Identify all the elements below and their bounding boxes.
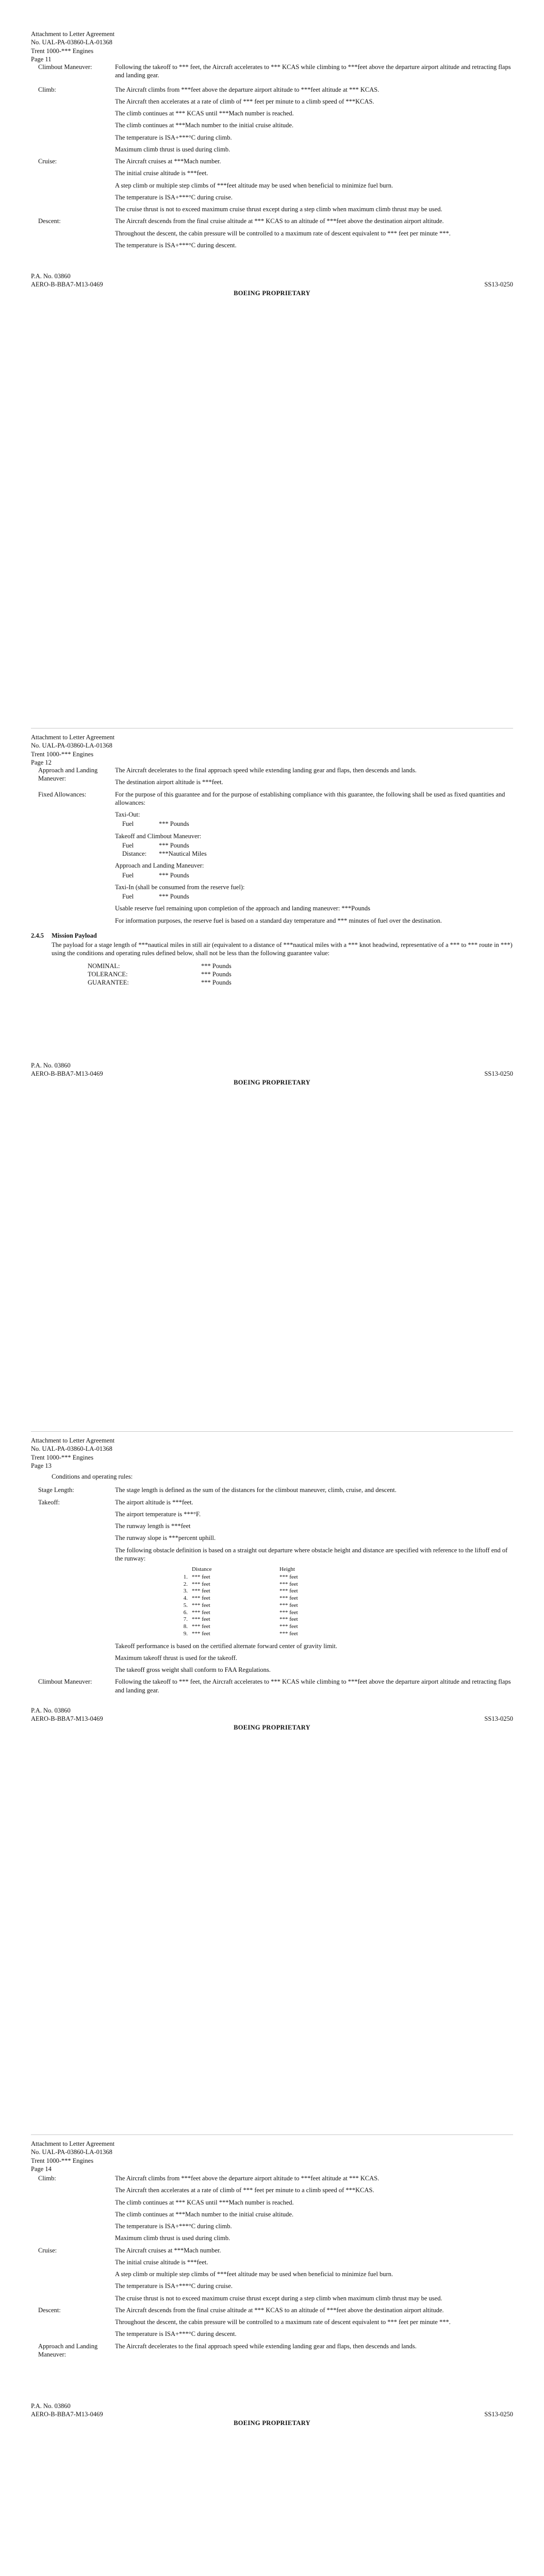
page-header xyxy=(31,1436,513,1470)
paragraph: The climb continues at *** KCAS until ***Mach number is reached. xyxy=(115,110,294,117)
section-number: 2.4.5 xyxy=(31,931,44,939)
approach-section xyxy=(31,766,513,790)
paragraph: The climb continues at ***Mach number to the initial cruise altitude. xyxy=(115,2210,294,2218)
document-page-13 xyxy=(0,1406,544,2110)
header-page-number: Page 12 xyxy=(31,758,52,766)
header-line: No. UAL-PA-03860-LA-01368 xyxy=(31,742,112,750)
page-header xyxy=(31,733,513,767)
table-row: 6. *** feet *** feet xyxy=(183,1609,298,1616)
document-page-11 xyxy=(0,0,544,703)
section-label: Descent: xyxy=(38,217,61,225)
paragraph: The cruise thrust is not to exceed maximum cruise thrust except during a step climb when maximum climb thrust may be used. xyxy=(115,206,442,213)
cruise-section xyxy=(31,157,513,217)
paragraph: The initial cruise altitude is ***feet. xyxy=(115,170,208,177)
paragraph: The stage length is defined as the sum of the distances for the climbout maneuver, climb, cruise, and descent. xyxy=(115,1486,397,1494)
paragraph: The payload for a stage length of ***nautical miles in still air (equivalent to a distance of ***nautical miles with a *** knot headwind, representative of a *** to *** route in ***) using the conditions and operating rules defined below, shall not be less than the following guarantee value: xyxy=(52,941,513,957)
paragraph: A step climb or multiple step climbs of ***feet altitude may be used when beneficial to minimize fuel burn. xyxy=(115,181,393,189)
climb-section xyxy=(31,86,513,158)
paragraph: The Aircraft decelerates to the final approach speed while extending landing gear and flaps, then descends and lands. xyxy=(115,2342,417,2350)
footer-reference: AERO-B-BBA7-M13-0469 xyxy=(31,1070,103,1078)
guarantee-values xyxy=(31,962,513,987)
section-label: Climb: xyxy=(38,86,56,93)
table-row: 4. *** feet *** feet xyxy=(183,1595,298,1601)
paragraph: The airport altitude is ***feet. xyxy=(115,1498,193,1506)
paragraph: The Aircraft then accelerates at a rate of climb of *** feet per minute to a climb speed of ***KCAS. xyxy=(115,2187,374,2194)
sub-heading: Taxi-Out: xyxy=(115,811,140,818)
footer-doc-id: SS13-0250 xyxy=(484,1715,513,1723)
table-row: 8. *** feet *** feet xyxy=(183,1623,298,1630)
paragraph: The climb continues at *** KCAS until ***Mach number is reached. xyxy=(115,2198,294,2206)
header-line: Trent 1000-*** Engines xyxy=(31,2157,94,2164)
column-header: Height xyxy=(279,1566,295,1572)
section-label: Climb: xyxy=(38,2175,56,2182)
section-label: Cruise: xyxy=(38,2246,57,2254)
page-footer xyxy=(31,1706,513,1732)
paragraph: The takeoff gross weight shall conform to FAA Regulations. xyxy=(115,1666,271,1673)
document-page-14 xyxy=(0,2110,544,2576)
guarantee-value: *** Pounds xyxy=(201,970,232,978)
section-label: Takeoff: xyxy=(38,1498,60,1506)
document-page-12 xyxy=(0,703,544,1406)
table-row: 7. *** feet *** feet xyxy=(183,1616,298,1623)
obstacle-table xyxy=(169,1566,321,1638)
paragraph: A step climb or multiple step climbs of ***feet altitude may be used when beneficial to minimize fuel burn. xyxy=(115,2270,393,2278)
header-page-number: Page 14 xyxy=(31,2165,52,2173)
footer-reference: AERO-B-BBA7-M13-0469 xyxy=(31,281,103,289)
item-value: ***Nautical Miles xyxy=(159,850,207,857)
paragraph: Maximum climb thrust is used during climb. xyxy=(115,2234,230,2242)
item-key: Fuel xyxy=(122,871,134,879)
paragraph: The Aircraft descends from the final cruise altitude at *** KCAS to an altitude of ***feet above the destination airport altitude. xyxy=(115,2306,444,2314)
column-header: Distance xyxy=(192,1566,212,1572)
descent-section xyxy=(31,2306,513,2342)
paragraph: Usable reserve fuel remaining upon completion of the approach and landing maneuver: ***Pounds xyxy=(115,905,370,912)
paragraph: For information purposes, the reserve fuel is based on a standard day temperature and *** minutes of fuel over the destination. xyxy=(115,917,442,924)
sub-heading: Taxi-In (shall be consumed from the reserve fuel): xyxy=(115,883,245,891)
takeoff-notes xyxy=(31,1642,513,1678)
cruise-section xyxy=(31,2246,513,2306)
header-line: Attachment to Letter Agreement xyxy=(31,1437,115,1444)
header-page-number: Page 11 xyxy=(31,55,52,63)
page-header xyxy=(31,2140,513,2173)
page-footer xyxy=(31,1061,513,1087)
paragraph: The cruise thrust is not to exceed maximum cruise thrust except during a step climb when maximum climb thrust may be used. xyxy=(115,2294,442,2302)
footer-doc-id: SS13-0250 xyxy=(484,281,513,289)
section-label: Approach and Landing Maneuver: xyxy=(38,767,98,783)
page-header xyxy=(31,30,513,63)
paragraph: The temperature is ISA+***°C during cruise. xyxy=(115,2282,233,2290)
footer-reference: AERO-B-BBA7-M13-0469 xyxy=(31,2411,103,2418)
section-label: Fixed Allowances: xyxy=(38,790,87,798)
proprietary-notice: BOEING PROPRIETARY xyxy=(234,2419,310,2427)
stage-length-section xyxy=(31,1486,513,1498)
header-line: No. UAL-PA-03860-LA-01368 xyxy=(31,39,112,46)
paragraph: The Aircraft cruises at ***Mach number. xyxy=(115,2246,221,2254)
header-line: Trent 1000-*** Engines xyxy=(31,47,94,55)
guarantee-value: *** Pounds xyxy=(201,962,232,970)
header-line: Trent 1000-*** Engines xyxy=(31,1453,94,1461)
section-label: Climbout Maneuver: xyxy=(38,1678,92,1686)
page-body xyxy=(31,2174,513,2359)
item-value: *** Pounds xyxy=(159,871,189,879)
section-label: Cruise: xyxy=(38,158,57,165)
guarantee-key: GUARANTEE: xyxy=(88,979,129,986)
item-key: Fuel xyxy=(122,893,134,900)
section-label: Approach and Landing Maneuver: xyxy=(38,2342,98,2358)
page-body xyxy=(31,1472,513,1698)
sub-heading: Approach and Landing Maneuver: xyxy=(115,862,204,870)
climbout-section xyxy=(31,63,513,83)
header-line: Attachment to Letter Agreement xyxy=(31,2140,115,2147)
page-footer xyxy=(31,2402,513,2427)
item-key: Distance: xyxy=(122,850,147,857)
header-line: Attachment to Letter Agreement xyxy=(31,734,115,741)
paragraph: Maximum takeoff thrust is used for the takeoff. xyxy=(115,1654,237,1662)
paragraph: The Aircraft then accelerates at a rate of climb of *** feet per minute to a climb speed of ***KCAS. xyxy=(115,97,374,105)
section-heading xyxy=(31,931,513,940)
guarantee-value: *** Pounds xyxy=(201,979,232,986)
header-line: No. UAL-PA-03860-LA-01368 xyxy=(31,1445,112,1453)
paragraph: Takeoff performance is based on the certified alternate forward center of gravity limit. xyxy=(115,1642,337,1650)
paragraph: The Aircraft climbs from ***feet above the departure airport altitude to ***feet altitude at *** KCAS. xyxy=(115,2175,380,2182)
item-value: *** Pounds xyxy=(159,841,189,849)
paragraph: The temperature is ISA+***°C during descent. xyxy=(115,241,237,249)
page-footer xyxy=(31,272,513,297)
paragraph: Maximum climb thrust is used during climb. xyxy=(115,145,230,153)
section-label: Descent: xyxy=(38,2306,61,2314)
paragraph: The following obstacle definition is based on a straight out departure where obstacle height and distance are specified with reference to the liftoff end of the runway: xyxy=(115,1546,508,1562)
section-title: Mission Payload xyxy=(52,931,97,939)
header-line: Trent 1000-*** Engines xyxy=(31,750,94,758)
guarantee-key: NOMINAL: xyxy=(88,962,120,970)
paragraph: The Aircraft descends from the final cruise altitude at *** KCAS to an altitude of ***feet above the destination airport altitude. xyxy=(115,217,444,225)
paragraph: Following the takeoff to *** feet, the Aircraft accelerates to *** KCAS while climbing to ***feet above the departure airport altitude and retracting flaps and landing gear. xyxy=(115,1678,511,1694)
paragraph: The destination airport altitude is ***feet. xyxy=(115,778,223,786)
paragraph: The runway length is ***feet xyxy=(115,1522,191,1530)
footer-pa-number: P.A. No. 03860 xyxy=(31,273,71,280)
takeoff-section xyxy=(31,1498,513,1567)
climbout-section xyxy=(31,1677,513,1698)
footer-pa-number: P.A. No. 03860 xyxy=(31,1062,71,1069)
table-row: 5. *** feet *** feet xyxy=(183,1602,298,1608)
fixed-allowances-section xyxy=(31,790,513,928)
paragraph: The Aircraft decelerates to the final approach speed while extending landing gear and flaps, then descends and lands. xyxy=(115,767,417,774)
header-line: Attachment to Letter Agreement xyxy=(31,30,115,38)
footer-reference: AERO-B-BBA7-M13-0469 xyxy=(31,1715,103,1723)
climb-section xyxy=(31,2174,513,2246)
section-label: Climbout Maneuver: xyxy=(38,63,92,71)
item-value: *** Pounds xyxy=(159,820,189,828)
conditions-heading: Conditions and operating rules: xyxy=(52,1473,133,1480)
paragraph: The temperature is ISA+***°C during climb. xyxy=(115,2223,232,2230)
proprietary-notice: BOEING PROPRIETARY xyxy=(234,289,310,297)
proprietary-notice: BOEING PROPRIETARY xyxy=(234,1723,310,1731)
table-row: 3. *** feet *** feet xyxy=(183,1588,298,1595)
section-label: Stage Length: xyxy=(38,1486,74,1494)
paragraph: For the purpose of this guarantee and for the purpose of establishing compliance with this guarantee, the following shall be used as fixed quantities and allowances: xyxy=(115,790,505,806)
item-key: Fuel xyxy=(122,841,134,849)
paragraph: The runway slope is ***percent uphill. xyxy=(115,1534,216,1542)
paragraph: The initial cruise altitude is ***feet. xyxy=(115,2258,208,2266)
paragraph: The airport temperature is ***°F. xyxy=(115,1510,201,1518)
paragraph: The Aircraft cruises at ***Mach number. xyxy=(115,158,221,165)
paragraph: The climb continues at ***Mach number to the initial cruise altitude. xyxy=(115,122,294,129)
page-divider xyxy=(31,2134,513,2135)
item-value: *** Pounds xyxy=(159,893,189,900)
table-row: 2. *** feet *** feet xyxy=(183,1581,298,1587)
paragraph: Following the takeoff to *** feet, the Aircraft accelerates to *** KCAS while climbing to ***feet above the departure airport altitude and retracting flaps and landing gear. xyxy=(115,63,511,79)
proprietary-notice: BOEING PROPRIETARY xyxy=(234,1078,310,1086)
paragraph: The temperature is ISA+***°C during descent. xyxy=(115,2330,237,2338)
footer-doc-id: SS13-0250 xyxy=(484,1070,513,1078)
header-line: No. UAL-PA-03860-LA-01368 xyxy=(31,2148,112,2156)
page-body xyxy=(31,766,513,990)
table-row: 9. *** feet *** feet xyxy=(183,1630,298,1637)
page-body xyxy=(31,63,513,253)
item-key: Fuel xyxy=(122,820,134,828)
paragraph: The temperature is ISA+***°C during cruise. xyxy=(115,193,233,201)
approach-section xyxy=(31,2342,513,2359)
descent-section xyxy=(31,217,513,253)
footer-doc-id: SS13-0250 xyxy=(484,2411,513,2418)
footer-pa-number: P.A. No. 03860 xyxy=(31,1707,71,1714)
paragraph: Throughout the descent, the cabin pressure will be controlled to a maximum rate of descent equivalent to *** feet per minute ***. xyxy=(115,229,451,237)
paragraph: The Aircraft climbs from ***feet above the departure airport altitude to ***feet altitude at *** KCAS. xyxy=(115,86,380,93)
paragraph: Throughout the descent, the cabin pressure will be controlled to a maximum rate of descent equivalent to *** feet per minute ***. xyxy=(115,2318,451,2326)
header-page-number: Page 13 xyxy=(31,1462,52,1469)
table-row: 1. *** feet *** feet xyxy=(183,1573,298,1580)
sub-heading: Takeoff and Climbout Maneuver: xyxy=(115,832,202,840)
footer-pa-number: P.A. No. 03860 xyxy=(31,2402,71,2410)
guarantee-key: TOLERANCE: xyxy=(88,970,128,978)
page-divider xyxy=(31,1431,513,1432)
paragraph: The temperature is ISA+***°C during climb. xyxy=(115,133,232,141)
